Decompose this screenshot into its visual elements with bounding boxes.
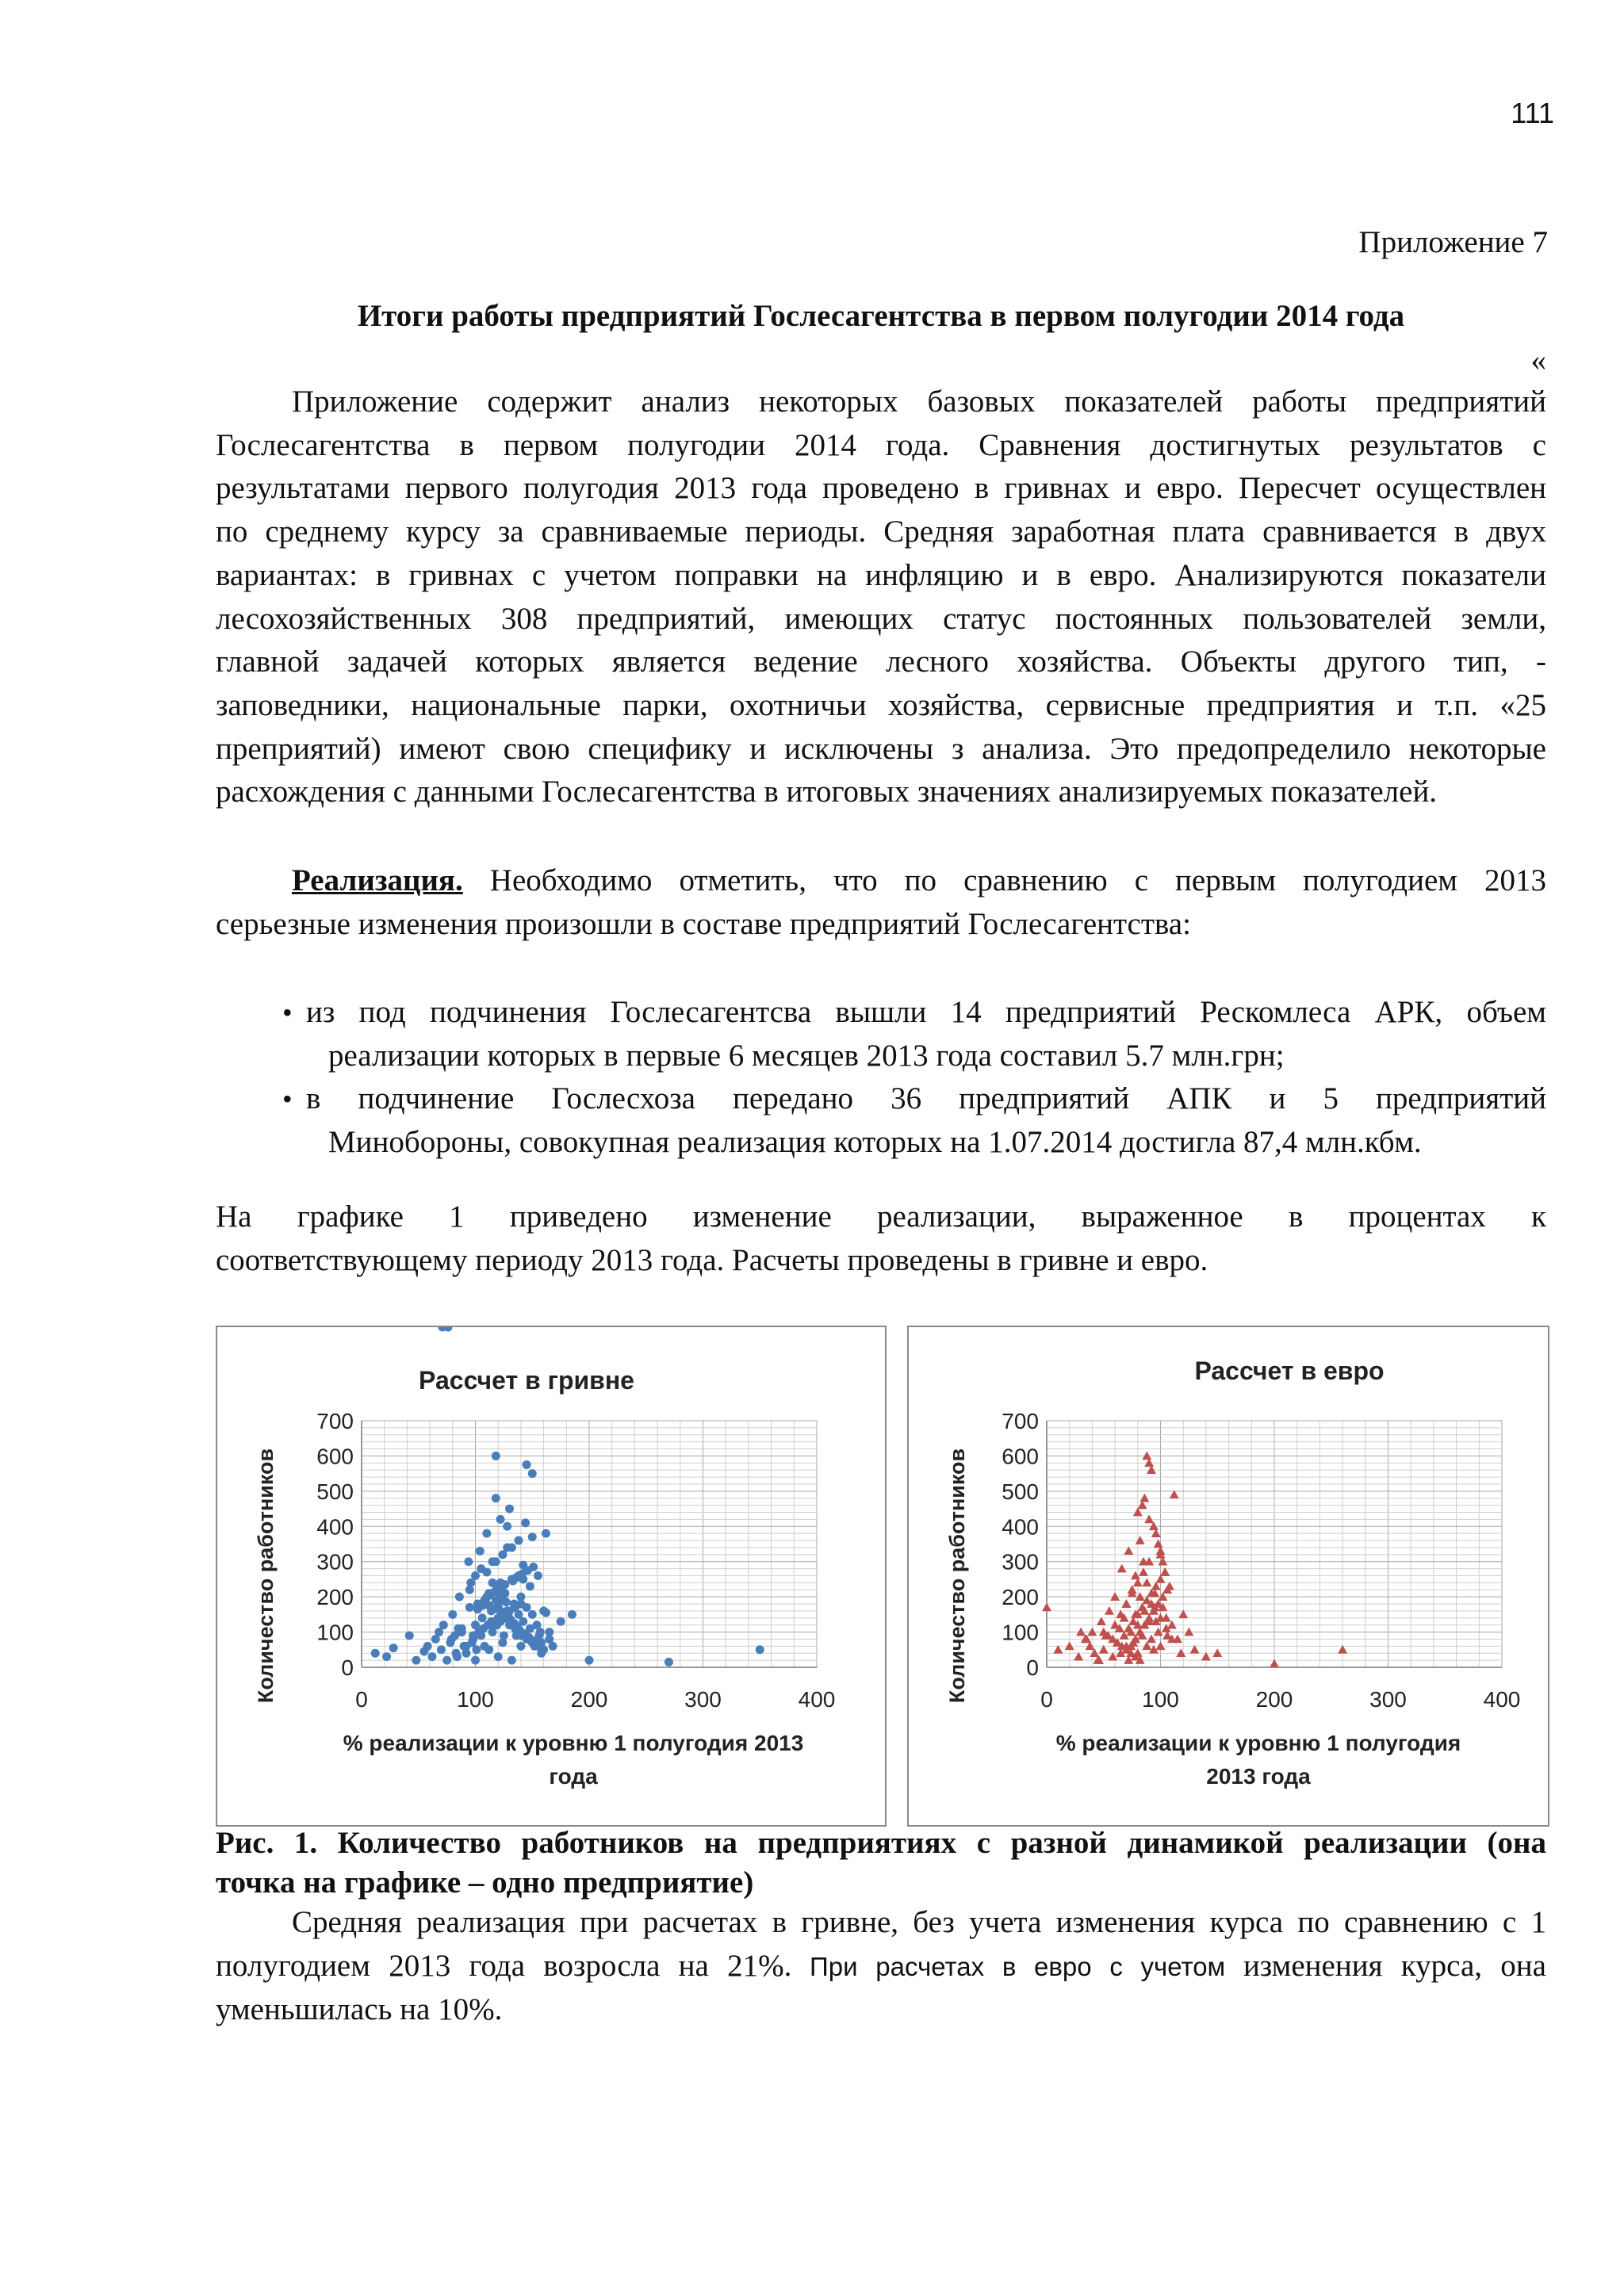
data-point — [1212, 1648, 1222, 1657]
data-point — [536, 1628, 545, 1636]
y-tick-label: 0 — [341, 1655, 354, 1680]
data-point — [528, 1533, 537, 1541]
data-point — [496, 1515, 505, 1524]
y-tick-label: 100 — [316, 1620, 354, 1645]
data-point — [1110, 1621, 1120, 1629]
realization-line-2: серьезные изменения произошли в составе предприятий Гослесагентства: — [216, 906, 1191, 941]
data-point — [1087, 1628, 1097, 1636]
data-point — [500, 1632, 508, 1640]
closing-paragraph — [216, 1901, 1546, 2032]
data-point — [477, 1564, 485, 1573]
intro-line: Приложение содержит анализ некоторых базовых показателей работы предприятий — [292, 385, 1546, 419]
data-point — [1117, 1564, 1127, 1573]
data-point — [485, 1645, 493, 1654]
closing-line-3: уменьшилась на 10%. — [216, 1992, 503, 2027]
data-point — [371, 1649, 380, 1658]
closing-line2-text: полугодием 2013 года возросла на 21%. — [216, 1948, 792, 1983]
data-point — [1139, 1494, 1149, 1502]
data-point — [528, 1469, 537, 1478]
x-axis-label: % реализации к уровню 1 полугодия 2013 — [343, 1731, 804, 1755]
y-tick-label: 400 — [316, 1514, 354, 1540]
bullet-marker: • — [282, 997, 293, 1028]
chart-eur — [907, 1326, 1549, 1827]
data-point — [437, 1645, 446, 1654]
data-point — [1110, 1592, 1120, 1601]
caption-line: Рис. 1. Количество работников на предприятиях с разной динамикой реализации (она — [216, 1826, 1546, 1860]
appendix-label: Приложение 7 — [1358, 225, 1548, 259]
bullet-item — [282, 1077, 1546, 1164]
chart-title: Рассчет в евро — [1194, 1357, 1385, 1385]
data-point — [494, 1652, 503, 1661]
closing-line2-sans: При расчетах в евро с учетом — [791, 1951, 1243, 1981]
data-point — [503, 1522, 511, 1531]
intro-line: Гослесагентства в первом полугодии 2014 года. Сравнения достигнутых результатов с — [216, 427, 1546, 462]
x-axis-label: 2013 года — [1206, 1764, 1311, 1789]
data-point — [537, 1638, 546, 1647]
data-point — [1105, 1606, 1114, 1615]
data-point — [585, 1656, 594, 1665]
intro-line: вариантах: в гривнах с учетом поправки на инфляцию и в евро. Анализируются показатели — [216, 557, 1546, 592]
data-point — [529, 1563, 538, 1571]
x-tick-label: 0 — [1040, 1687, 1053, 1712]
data-point — [442, 1656, 451, 1665]
y-axis-label: Количество работников — [945, 1448, 969, 1704]
data-point — [455, 1593, 464, 1601]
data-point — [534, 1571, 542, 1580]
data-point — [476, 1547, 485, 1556]
data-point — [423, 1642, 432, 1651]
data-point — [1099, 1628, 1109, 1636]
data-point — [1176, 1648, 1185, 1657]
data-point — [489, 1605, 498, 1613]
data-point — [471, 1571, 480, 1580]
y-tick-label: 500 — [316, 1479, 354, 1504]
intro-line: главной задачей которых является ведение лесного хозяйства. Объекты другого тип, - — [216, 645, 1546, 679]
data-point — [452, 1649, 461, 1658]
data-point — [471, 1656, 480, 1665]
data-point — [438, 1327, 446, 1332]
y-tick-label: 0 — [1026, 1655, 1039, 1680]
x-tick-label: 300 — [1369, 1687, 1407, 1712]
x-tick-label: 200 — [1255, 1687, 1293, 1712]
data-point — [488, 1557, 497, 1566]
x-tick-label: 400 — [798, 1687, 836, 1712]
data-point — [528, 1610, 537, 1619]
data-point — [523, 1460, 531, 1469]
bullet-item — [282, 991, 1546, 1077]
document-title: Итоги работы предприятий Гослесагентства в первом полугодии 2014 года — [357, 299, 1405, 333]
chart-eur-svg — [909, 1327, 1548, 1825]
intro-line: лесохозяйственных 308 предприятий, имеющих статус постоянных пользователей земли, — [216, 601, 1546, 636]
x-tick-label: 200 — [570, 1687, 608, 1712]
x-tick-label: 100 — [1142, 1687, 1179, 1712]
data-point — [382, 1652, 391, 1661]
data-point — [478, 1613, 487, 1622]
data-point — [448, 1610, 457, 1619]
x-tick-label: 300 — [684, 1687, 722, 1712]
data-point — [427, 1652, 436, 1661]
data-point — [447, 1635, 456, 1644]
caption-line: точка на графике – одно предприятие) — [216, 1866, 754, 1900]
bullet-line: реализации которых в первые 6 месяцев 2013 года составил 5.7 млн.грн; — [328, 1038, 1285, 1073]
data-point — [500, 1580, 509, 1589]
data-point — [1142, 1578, 1151, 1586]
intro-line: по среднему курсу за сравниваемые периоды. Средняя заработная плата сравнивается в двух — [216, 515, 1546, 549]
data-point — [1136, 1536, 1145, 1544]
data-point — [464, 1557, 473, 1566]
data-point — [389, 1644, 398, 1652]
data-point — [756, 1645, 764, 1654]
y-tick-label: 200 — [316, 1585, 354, 1610]
data-point — [505, 1505, 514, 1513]
chart-uah-svg — [217, 1327, 885, 1825]
y-tick-label: 700 — [1002, 1409, 1039, 1433]
data-point — [492, 1452, 500, 1460]
data-point — [1076, 1628, 1086, 1636]
chart-uah — [216, 1326, 887, 1827]
data-point — [516, 1642, 525, 1651]
data-point — [439, 1621, 448, 1629]
data-point — [465, 1586, 474, 1594]
data-point — [1136, 1592, 1145, 1601]
y-tick-label: 200 — [1002, 1585, 1039, 1610]
data-point — [542, 1529, 550, 1538]
stray-quote-mark: « — [1530, 343, 1546, 377]
y-tick-label: 300 — [316, 1549, 354, 1575]
y-tick-label: 500 — [1002, 1479, 1039, 1504]
realization-paragraph — [216, 859, 1546, 946]
y-tick-label: 400 — [1002, 1514, 1039, 1540]
data-point — [1156, 1641, 1166, 1650]
data-point — [498, 1550, 507, 1559]
data-point — [519, 1575, 527, 1583]
realization-line-1 — [216, 859, 1546, 903]
bullet-line: Минобороны, совокупная реализация которых на 1.07.2014 достигла 87,4 млн.кбм. — [328, 1125, 1422, 1160]
data-point — [1065, 1641, 1074, 1650]
data-point — [526, 1582, 534, 1590]
data-point — [1142, 1451, 1151, 1460]
data-point — [492, 1621, 501, 1629]
realization-line1-text: Необходимо отметить, что по сравнению с первым полугодием 2013 — [462, 863, 1546, 897]
y-tick-label: 600 — [316, 1444, 354, 1469]
y-tick-label: 700 — [316, 1409, 354, 1433]
page-number: 111 — [1511, 97, 1554, 129]
closing-line2-tail: изменения курса, она — [1243, 1948, 1546, 1983]
intro-line: расхождения с данными Гослесагентства в итоговых значениях анализируемых показателей. — [216, 775, 1438, 809]
data-point — [458, 1628, 466, 1636]
data-point — [557, 1617, 565, 1626]
data-point — [502, 1598, 511, 1606]
bullet-line: из под подчинения Гослесагентсва вышли 14 предприятий Рескомлеса АРК, объем — [306, 995, 1546, 1029]
y-axis-label: Количество работников — [254, 1448, 278, 1704]
data-point — [568, 1610, 576, 1619]
bullet-list — [282, 991, 1546, 1165]
data-point — [516, 1600, 525, 1609]
data-point — [508, 1656, 516, 1665]
figure-caption — [216, 1823, 1546, 1903]
intro-line: заповедники, национальные парки, охотничьи хозяйства, сервисные предприятия и т.п. «25 — [216, 687, 1546, 722]
data-point — [500, 1613, 509, 1622]
x-tick-label: 0 — [355, 1687, 368, 1712]
data-point — [1121, 1599, 1131, 1608]
intro-line: результатами первого полугодия 2013 года проведено в гривнах и евро. Пересчет осуществлен — [216, 471, 1546, 506]
x-axis-label: % реализации к уровню 1 полугодия — [1055, 1731, 1461, 1755]
data-point — [412, 1656, 420, 1665]
data-point — [465, 1603, 474, 1612]
data-point — [545, 1635, 553, 1644]
chart-intro-paragraph — [216, 1196, 1546, 1282]
data-point — [1154, 1628, 1163, 1636]
bullet-marker: • — [282, 1083, 293, 1115]
data-point — [482, 1529, 491, 1538]
bullet-line: в подчинение Гослесхоза передано 36 предприятий АПК и 5 предприятий — [306, 1081, 1546, 1116]
data-point — [665, 1658, 673, 1667]
closing-line-2 — [216, 1945, 1546, 1989]
realization-heading: Реализация. — [292, 863, 463, 897]
y-tick-label: 600 — [1002, 1444, 1039, 1469]
data-point — [542, 1609, 550, 1617]
data-point — [472, 1645, 481, 1654]
data-point — [508, 1543, 516, 1552]
data-point — [492, 1494, 500, 1502]
closing-line-1: Средняя реализация при расчетах в гривне, без учета изменения курса по сравнению с 1 — [292, 1905, 1546, 1939]
y-tick-label: 300 — [1002, 1549, 1039, 1575]
data-point — [521, 1518, 530, 1527]
x-tick-label: 100 — [457, 1687, 494, 1712]
intro-line: преприятий) имеют свою специфику и исключены з анализа. Это предопределило некоторые — [216, 731, 1546, 766]
data-point — [1144, 1514, 1154, 1523]
chart-intro-line: На графике 1 приведено изменение реализации, выраженное в процентах к — [216, 1200, 1546, 1234]
x-tick-label: 400 — [1483, 1687, 1521, 1712]
intro-paragraph — [216, 381, 1546, 814]
data-point — [1184, 1628, 1193, 1636]
x-axis-label: года — [549, 1764, 598, 1789]
chart-intro-line: соответствующему периоду 2013 года. Расчеты проведены в гривне и евро. — [216, 1242, 1208, 1277]
y-tick-label: 100 — [1002, 1620, 1039, 1645]
chart-title: Рассчет в гривне — [419, 1366, 634, 1395]
data-point — [405, 1632, 414, 1640]
data-point — [1131, 1571, 1140, 1579]
data-point — [515, 1536, 523, 1545]
